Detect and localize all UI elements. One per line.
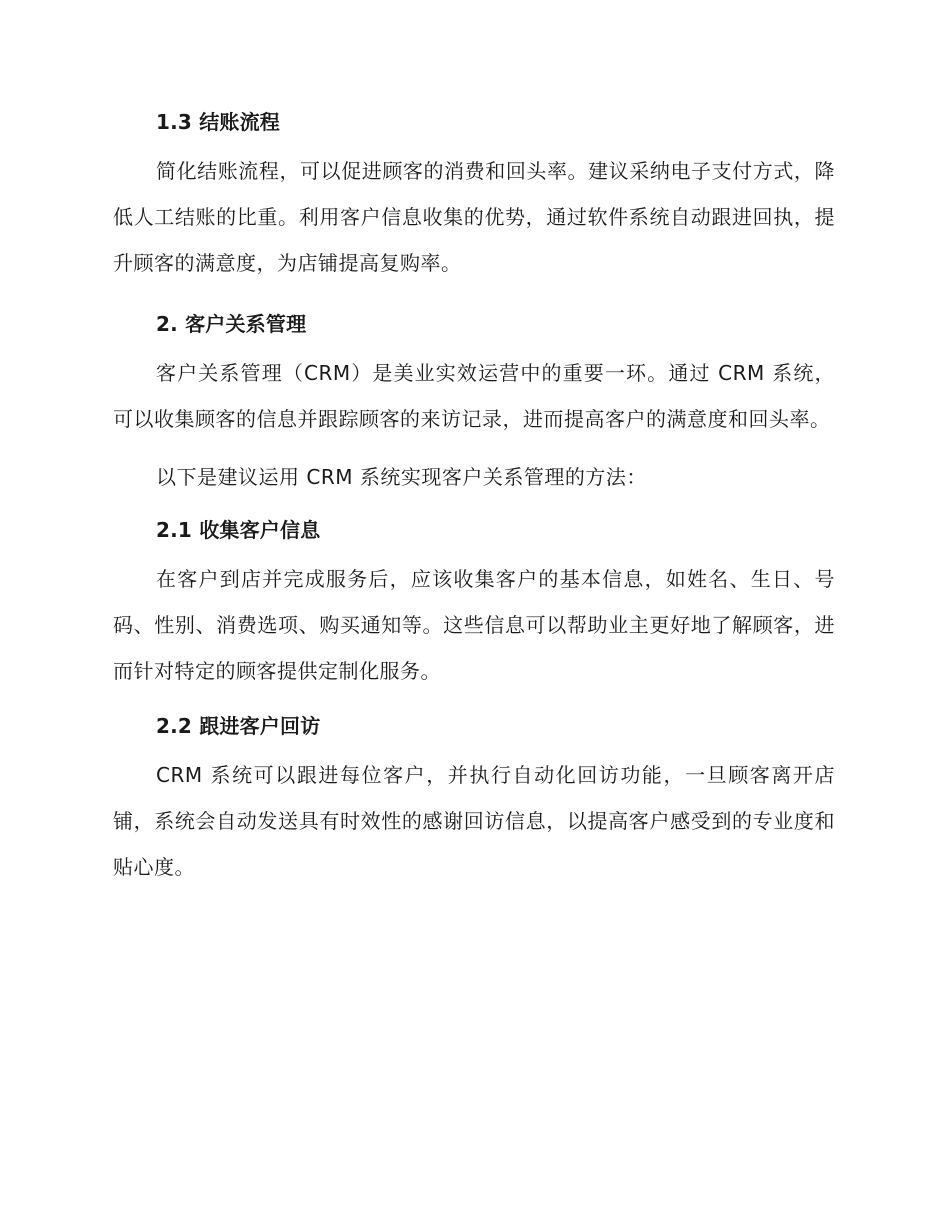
section-heading-2-2: 2.2 跟进客户回访 [156,714,321,738]
section-heading-2: 2. 客户关系管理 [156,312,307,336]
section-paragraph-2-2: CRM 系统可以跟进每位客户，并执行自动化回访功能，一旦顾客离开店铺，系统会自动发送具有时效性的感谢回访信息，以提高客户感受到的专业度和贴心度。 [113,763,835,879]
section-paragraph-2-intro: 以下是建议运用 CRM 系统实现客户关系管理的方法： [156,465,647,489]
section-paragraph-1-3: 简化结账流程，可以促进顾客的消费和回头率。建议采纳电子支付方式，降低人工结账的比重。利用客户信息收集的优势，通过软件系统自动跟进回执，提升顾客的满意度，为店铺提高复购率。 [113,159,835,275]
section-heading-1-3: 1.3 结账流程 [156,110,280,134]
section-paragraph-2: 客户关系管理（CRM）是美业实效运营中的重要一环。通过 CRM 系统，可以收集顾客的信息并跟踪顾客的来访记录，进而提高客户的满意度和回头率。 [113,361,835,431]
document-page [113,108,835,890]
section-paragraph-2-1: 在客户到店并完成服务后，应该收集客户的基本信息，如姓名、生日、号码、性别、消费选项、购买通知等。这些信息可以帮助业主更好地了解顾客，进而针对特定的顾客提供定制化服务。 [113,567,835,683]
section-heading-2-1: 2.1 收集客户信息 [156,518,321,542]
